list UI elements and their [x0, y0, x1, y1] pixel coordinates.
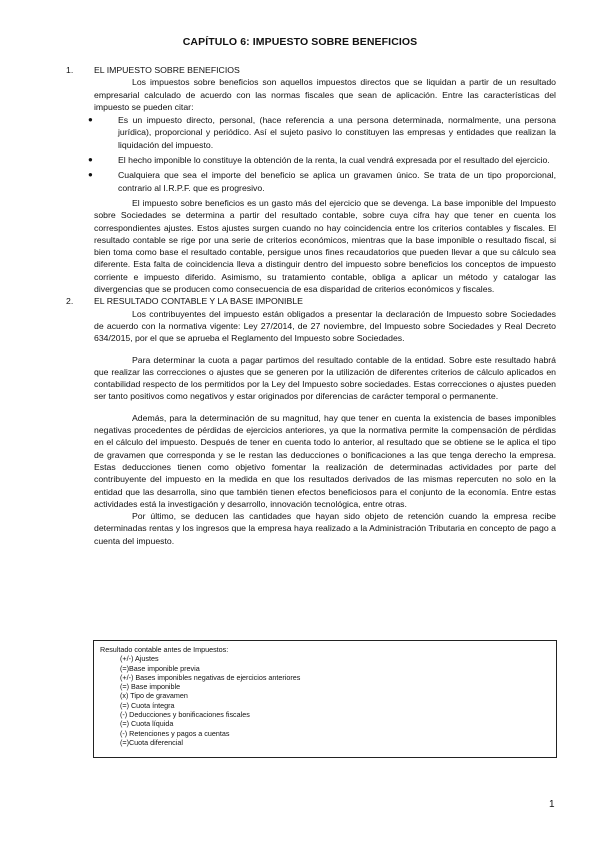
section-1-title: EL IMPUESTO SOBRE BENEFICIOS — [94, 65, 240, 75]
section-2-paragraph: Los contribuyentes del impuesto están obligados a presentar la declaración de Impuesto sobre Sociedades de acuerdo con la normativa vigente: Ley 27/2014, de 27 noviembre, del Impuesto sobre Sociedades y Real Decreto 634/2015, por el que se aprueba el Reglamento del Impuesto sobre Sociedades. — [94, 308, 556, 344]
calculation-step: (=)Base imponible previa — [120, 663, 200, 673]
section-1-intro: Los impuestos sobre beneficios son aquellos impuestos directos que se liquidan a partir de un resultado empresarial calculado de acuerdo con las normas fiscales que sean de aplicación. Entre las características del impuesto se pueden citar: — [94, 77, 556, 112]
section-2-number: 2. — [66, 296, 74, 307]
section-2-paragraph: Además, para la determinación de su magnitud, hay que tener en cuenta la existencia de bases imponibles negativas procedentes de pérdidas de ejercicios anteriores, ya que la normativa permite la compensación de pérdidas en el cálculo del impuesto. Después de tener en cuenta todo lo anterior, al resultado que se obtiene se le aplica el tipo de gravamen que corresponda y se le restan las deducciones o bonificaciones a las que tenga derecho la empresa. Estas deducciones tienen como objetivo fomentar la realización de determinadas actividades por parte del contribuyente del impuesto en la medida en que los resultados derivados de las mismas repercuten no solo en la entidad que las desarrolla, sino que también tienen efectos beneficiosos para el conjunto de la economía. Entre estas actividades está la investigación y desarrollo, innovación tecnológica, entre otras. — [94, 412, 556, 509]
chapter-title: CAPÍTULO 6: IMPUESTO SOBRE BENEFICIOS — [182, 36, 418, 48]
calculation-step: (=) Base imponible — [120, 682, 181, 692]
document-body — [66, 64, 556, 547]
section-1-heading — [66, 64, 556, 76]
list-item: ● El hecho imponible lo constituye la obtención de la renta, la cual vendrá expresada por el resultado del ejercicio. — [88, 155, 550, 166]
bullet-icon: ● — [88, 115, 93, 125]
list-item: ● Cualquiera que sea el importe del beneficio se aplica un gravamen único. Se trata de un tipo proporcional, contrario al I.R.P.F. que es progresivo. — [88, 170, 556, 193]
bullet-icon: ● — [88, 170, 93, 180]
characteristics-list — [66, 114, 556, 194]
section-2-title: EL RESULTADO CONTABLE Y LA BASE IMPONIBLE — [94, 296, 303, 307]
section-2-paragraph: Por último, se deducen las cantidades que hayan sido objeto de retención cuando la empresa recibe determinadas rentas y los ingresos que la empresa haya realizado a la Administración Tributaria en concepto de pago a cuenta del impuesto. — [94, 511, 556, 546]
calculation-step: (-) Deducciones y bonificaciones fiscales — [120, 710, 250, 720]
tax-calculation-box — [93, 640, 557, 758]
section-1-closing: El impuesto sobre beneficios es un gasto más del ejercicio que se devenga. La base imponible del Impuesto sobre Sociedades se determina a partir del resultado contable, sobre cuya cifra hay que tener en cuenta los correspondientes ajustes. Estos ajustes surgen cuando no hay coincidencia entre los criterios contables y fiscales. El resultado contable se rige por una serie de criterios económicos, mientras que la base imponible o resultado fiscal, si bien toma como base el resultado contable, persigue unos fines recaudatorios que pueden llevar a que su cálculo sea diferente. Esta falta de coincidencia lleva a distinguir dentro del impuesto sobre beneficios los conceptos de impuesto corriente e impuesto diferido. Asimismo, su tratamiento contable, obliga a aplicar un método y catalogar las divergencias que se producen como consecuencia de esa disparidad de criterios económicos y fiscales. — [94, 197, 556, 295]
box-heading: Resultado contable antes de Impuestos: — [100, 645, 229, 654]
calculation-step: (+/-) Bases imponibles negativas de ejercicios anteriores — [120, 672, 301, 682]
list-item: ● Es un impuesto directo, personal, (hace referencia a una persona determinada, normalmente, una persona jurídica), proporcional y periódico. Así el sujeto pasivo lo constituyen las empresas y entidades que realizan la liquidación del impuesto. — [88, 115, 556, 150]
calculation-step: (x) Tipo de gravamen — [120, 691, 188, 701]
bullet-icon: ● — [88, 155, 93, 165]
section-2-heading — [66, 295, 556, 307]
page-number: 1 — [549, 799, 555, 810]
calculation-steps — [100, 654, 550, 747]
calculation-step: (-) Retenciones y pagos a cuentas — [120, 728, 230, 738]
calculation-step: (=) Cuota líquida — [120, 719, 174, 729]
calculation-step: (+/-) Ajustes — [120, 654, 159, 664]
calculation-step: (=) Cuota íntegra — [120, 700, 175, 710]
calculation-step: (=)Cuota diferencial — [120, 737, 183, 747]
section-2-paragraph: Para determinar la cuota a pagar partimos del resultado contable de la entidad. Sobre este resultado habrá que realizar las correcciones o ajustes que se generen por la utilización de diferentes criterios de cálculo aplicados en contabilidad respecto de los permitidos por la Ley del Impuesto sobre sociedades. Estas correcciones o ajustes pueden ser tanto positivos como negativos y estar originados por diferencias de carácter temporal o permanente. — [94, 354, 556, 402]
section-1-number: 1. — [66, 65, 74, 75]
